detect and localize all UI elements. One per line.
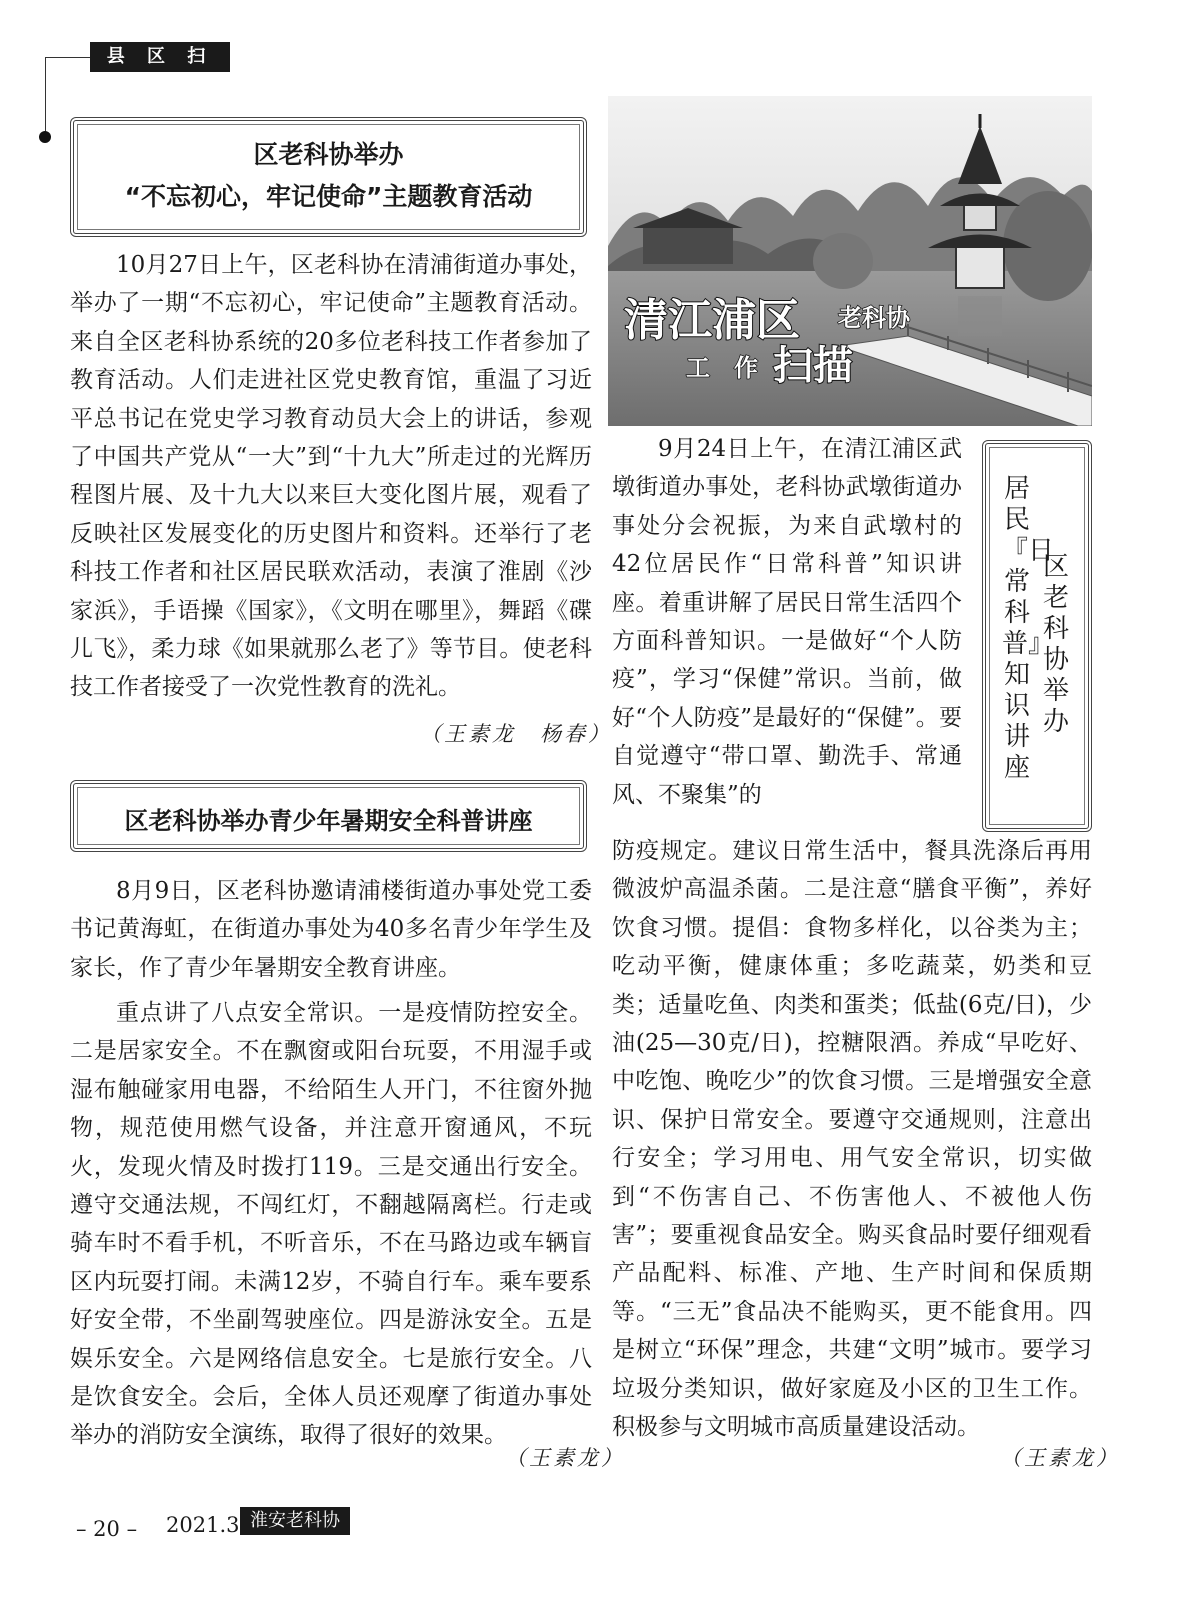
article1-body: 10月27日上午，区老科协在清浦街道办事处，举办了一期“不忘初心，牢记使命”主题教育活动。来自全区老科协系统的20多位老科技工作者参加了教育活动。人们走进社区党史教育馆，重温了习近平总书记在党史学习教育动员大会上的讲话，参观了中国共产党从“一大”到“十九大”所走过的光辉历程图片展、及十九大以来巨大变化图片展，观看了反映社区发展变化的历史图片和资料。还举行了老科技工作者和社区居民联欢活动，表演了淮剧《沙家浜》，手语操《国家》，《文明在哪里》，舞蹈《碟儿飞》，柔力球《如果就那么老了》等节目。使老科技工作者接受了一次党性教育的洗礼。 bbox=[70, 252, 592, 701]
article3-title-box bbox=[982, 440, 1092, 832]
article1-title-box bbox=[70, 117, 587, 237]
header-rule-vertical bbox=[45, 57, 46, 137]
article3-body-top: 9月24日上午，在清江浦区武墩街道办事处，老科协武墩街道办事处分会祝振，为来自武墩村的42位居民作“日常科普”知识讲座。着重讲解了居民日常生活四个方面科普知识。一是做好“个人防疫”，学习“保健”常识。当前，做好“个人防疫”是最好的“保健”。要自觉遵守“带口罩、勤洗手、常通风、不聚集”的 bbox=[612, 436, 962, 808]
article1-title-line1: 区老科协举办 bbox=[253, 140, 404, 169]
banner-photo bbox=[608, 96, 1092, 426]
article1-title-line2: “不忘初心，牢记使命”主题教育活动 bbox=[124, 182, 533, 211]
article3-title-col1: 区老科协举办 bbox=[1042, 552, 1069, 737]
header-dot bbox=[39, 131, 51, 143]
article2-title-box bbox=[70, 780, 587, 852]
banner-title-small: 老科协 bbox=[838, 304, 910, 332]
footer-magazine: 淮安老科协 bbox=[240, 1507, 350, 1535]
banner-subtitle-b: 扫描 bbox=[773, 343, 853, 389]
article2-title: 区老科协举办青少年暑期安全科普讲座 bbox=[124, 807, 533, 835]
header-rule bbox=[45, 57, 90, 58]
article2-body-p1: 8月9日，区老科协邀请浦楼街道办事处党工委书记黄海虹，在街道办事处为40多名青少年学生及家长，作了青少年暑期安全教育讲座。 bbox=[70, 878, 592, 981]
footer-issue: 2021.3 bbox=[166, 1513, 240, 1537]
article2-body-p2: 重点讲了八点安全常识。一是疫情防控安全。二是居家安全。不在飘窗或阳台玩耍，不用湿手或湿布触碰家用电器，不给陌生人开门，不往窗外抛物，规范使用燃气设备，并注意开窗通风，不玩火，发现火情及时拨打119。三是交通出行安全。遵守交通法规，不闯红灯，不翻越隔离栏。行走或骑车时不看手机，不听音乐，不在马路边或车辆盲区内玩耍打闹。未满12岁，不骑自行车。乘车要系好安全带，不坐副驾驶座位。四是游泳安全。五是娱乐安全。六是网络信息安全。七是旅行安全。八是饮食安全。会后，全体人员还观摩了街道办事处举办的消防安全演练，取得了很好的效果。 bbox=[70, 1000, 592, 1449]
article3-byline: （王素龙） bbox=[1000, 1446, 1120, 1470]
banner-subtitle-a: 工 作 bbox=[686, 354, 758, 382]
footer-page-number: – 20 – bbox=[76, 1517, 138, 1541]
article3-body-bottom: 防疫规定。建议日常生活中，餐具洗涤后再用微波炉高温杀菌。二是注意“膳食平衡”，养好饮食习惯。提倡：食物多样化，以谷类为主；吃动平衡，健康体重；多吃蔬菜，奶类和豆类；适量吃鱼、肉类和蛋类；低盐(6克/日)，少油(25—30克/日)，控糖限酒。养成“早吃好、中吃饱、晚吃少”的饮食习惯。三是增强安全意识、保护日常安全。要遵守交通规则，注意出行安全；学习用电、用气安全常识，切实做到“不伤害自己、不伤害他人、不被他人伤害”；要重视食品安全。购买食品时要仔细观看产品配料、标准、产地、生产时间和保质期等。“三无”食品决不能购买，更不能食用。四是树立“环保”理念，共建“文明”城市。要学习垃圾分类知识，做好家庭及小区的卫生工作。积极参与文明城市高质量建设活动。 bbox=[612, 838, 1092, 1441]
article2-byline: （王素龙） bbox=[505, 1446, 625, 1470]
article3-title-col2: 居民『日常科普』知识讲座 bbox=[1002, 474, 1055, 783]
article1-byline: （王素龙 杨春） bbox=[420, 722, 612, 746]
section-tag: 县 区 扫 描 bbox=[90, 42, 230, 72]
banner-title-big: 清江浦区 bbox=[624, 295, 800, 346]
